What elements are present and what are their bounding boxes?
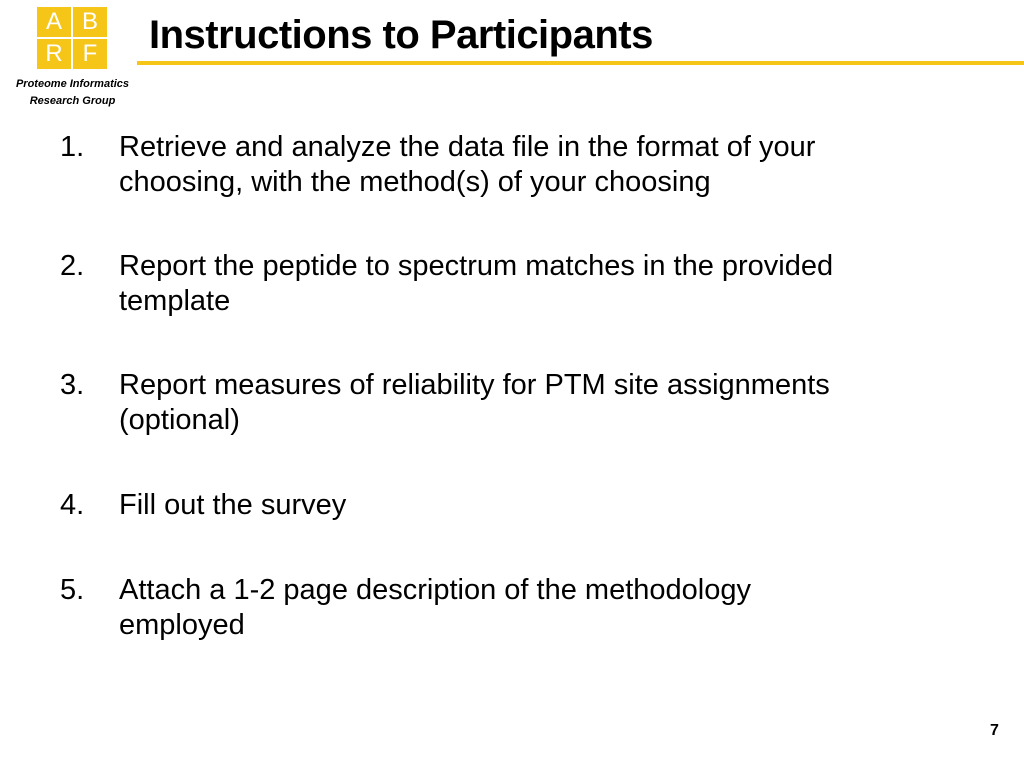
instruction-text-line-2: choosing, with the method(s) of your choosing [119,166,711,198]
instruction-number: 3. [60,369,85,401]
instruction-text [119,368,959,438]
group-name-line-1: Proteome Informatics [15,78,130,90]
page-number: 7 [990,722,999,739]
instruction-text-line-1: Report measures of reliability for PTM site assignments [119,369,830,401]
instruction-number: 2. [60,250,85,282]
instruction-text-line-2: template [119,285,231,317]
instruction-text-line-1: Fill out the survey [119,489,347,521]
research-group-name [0,76,145,110]
instruction-number: 5. [60,574,85,606]
abrf-logo [37,7,107,69]
instruction-text-line-1: Retrieve and analyze the data file in the format of your [119,131,816,163]
instruction-text-line-2: employed [119,609,245,641]
instruction-text [119,130,959,200]
instruction-text-line-1: Report the peptide to spectrum matches in the provided [119,250,834,282]
logo-letter-r: R [37,39,71,69]
slide-title: Instructions to Participants [149,13,653,57]
instruction-text [119,573,959,643]
group-name-line-2: Research Group [29,95,116,107]
instruction-text [119,488,959,523]
logo-letter-a: A [37,7,71,37]
logo-letter-b: B [73,7,107,37]
instruction-text [119,249,959,319]
title-underline [137,61,1024,65]
instruction-text-line-1: Attach a 1-2 page description of the methodology [119,574,751,606]
instruction-text-line-2: (optional) [119,404,240,436]
instruction-number: 1. [60,131,85,163]
logo-letter-f: F [73,39,107,69]
instruction-number: 4. [60,489,85,521]
